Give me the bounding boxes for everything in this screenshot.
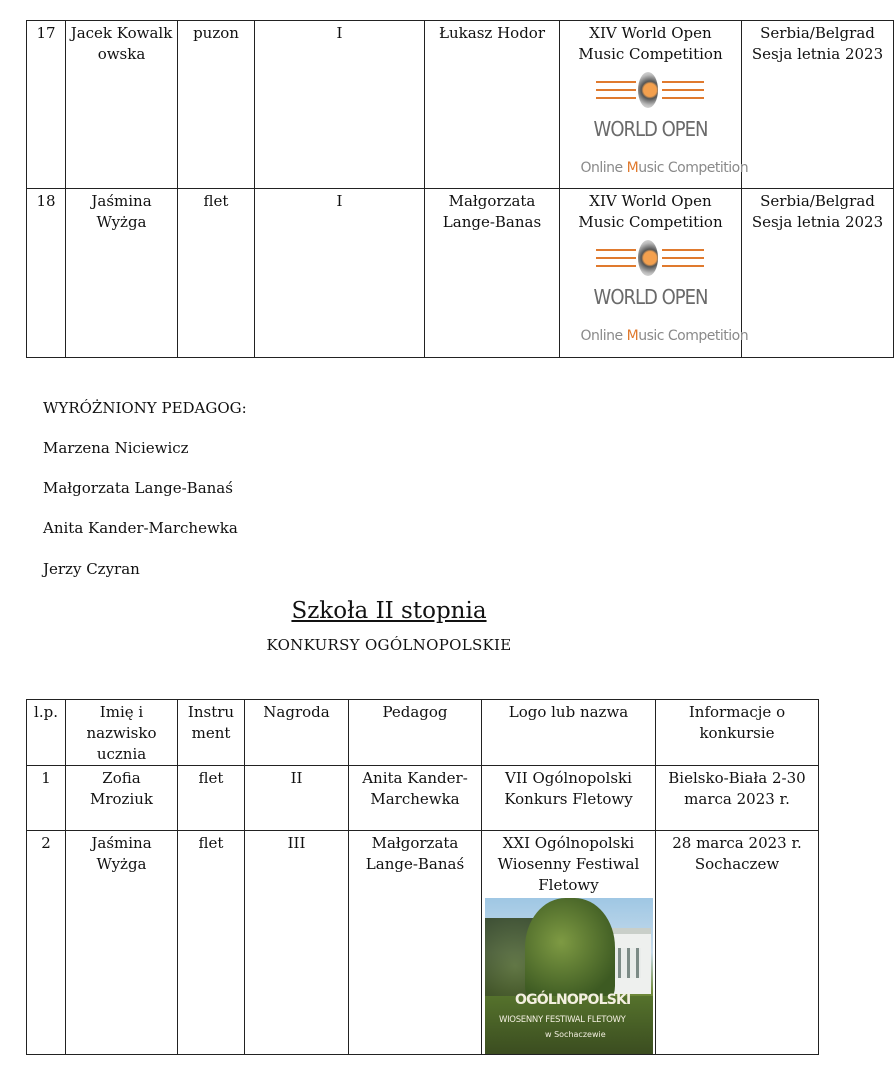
cell-prize: I (255, 21, 425, 189)
cell-competition (560, 21, 749, 189)
cell-teacher: Łukasz Hodor (425, 21, 560, 189)
table-row (27, 21, 894, 189)
cell-instrument: flet (178, 766, 245, 831)
honored-teacher-heading: WYRÓŻNIONY PEDAGOG: (43, 399, 247, 417)
cell-lp: 2 (27, 831, 66, 1055)
cell-teacher: Małgorzata Lange-Banaś (349, 831, 482, 1055)
poster-text: OGÓLNOPOLSKI (515, 992, 631, 1008)
cell-logo (482, 831, 656, 1055)
cell-instrument: puzon (178, 21, 255, 189)
poster-text: WIOSENNY FESTIWAL FLETOWY (499, 1015, 626, 1025)
results-table-top (26, 20, 894, 358)
header-logo: Logo lub nazwa (482, 700, 656, 766)
logo-tagline: Online Music Competition (580, 328, 749, 344)
logo-tagline: Online Music Competition (580, 160, 749, 176)
cell-prize: II (245, 766, 349, 831)
poster-text: w Sochaczewie (545, 1030, 606, 1039)
cell-competition (560, 189, 749, 358)
cell-info: 28 marca 2023 r. Sochaczew (656, 831, 819, 1055)
honored-teacher-name: Jerzy Czyran (43, 560, 140, 578)
cell-info: Serbia/Belgrad Sesja letnia 2023 (742, 21, 894, 189)
cell-info: Serbia/Belgrad Sesja letnia 2023 (742, 189, 894, 358)
header-lp: l.p. (27, 700, 66, 766)
cell-lp: 17 (27, 21, 66, 189)
header-instrument: Instru ment (178, 700, 245, 766)
world-open-logo (580, 71, 749, 179)
honored-teacher-name: Małgorzata Lange-Banaś (43, 479, 233, 497)
festival-poster-image (485, 898, 653, 1054)
logo-wordmark: WORLD OPEN (593, 285, 708, 309)
competition-name: XIV World Open Music Competition (578, 192, 723, 231)
table-header-row (27, 700, 819, 766)
cell-info: Bielsko-Biała 2-30 marca 2023 r. (656, 766, 819, 831)
world-open-logo (580, 239, 749, 347)
cell-teacher: Małgorzata Lange-Banas (425, 189, 560, 358)
logo-mark-icon (596, 71, 706, 111)
header-student-name: Imię i nazwisko ucznia (66, 700, 178, 766)
cell-logo: VII Ogólnopolski Konkurs Fletowy (482, 766, 656, 831)
cell-instrument: flet (178, 831, 245, 1055)
cell-teacher: Anita Kander-Marchewka (349, 766, 482, 831)
festival-name: XXI Ogólnopolski Wiosenny Festiwal Fletowy (497, 834, 640, 894)
cell-prize: III (245, 831, 349, 1055)
table-row (27, 766, 819, 831)
results-table-national (26, 699, 819, 1055)
honored-teacher-name: Marzena Niciewicz (43, 439, 189, 457)
table-row (27, 831, 819, 1055)
table-row (27, 189, 894, 358)
header-info: Informacje o konkursie (656, 700, 819, 766)
section-title: Szkoła II stopnia (291, 598, 487, 624)
logo-mark-icon (596, 239, 706, 279)
header-teacher: Pedagog (349, 700, 482, 766)
logo-wordmark: WORLD OPEN (593, 117, 708, 141)
cell-student-name: Jacek Kowalkowska (66, 21, 178, 189)
cell-lp: 18 (27, 189, 66, 358)
honored-teacher-name: Anita Kander-Marchewka (43, 519, 238, 537)
cell-instrument: flet (178, 189, 255, 358)
section-subtitle: KONKURSY OGÓLNOPOLSKIE (266, 636, 512, 654)
cell-prize: I (255, 189, 425, 358)
cell-student-name: Zofia Mroziuk (66, 766, 178, 831)
header-prize: Nagroda (245, 700, 349, 766)
cell-student-name: Jaśmina Wyżga (66, 189, 178, 358)
cell-student-name: Jaśmina Wyżga (66, 831, 178, 1055)
cell-lp: 1 (27, 766, 66, 831)
competition-name: XIV World Open Music Competition (578, 24, 723, 63)
